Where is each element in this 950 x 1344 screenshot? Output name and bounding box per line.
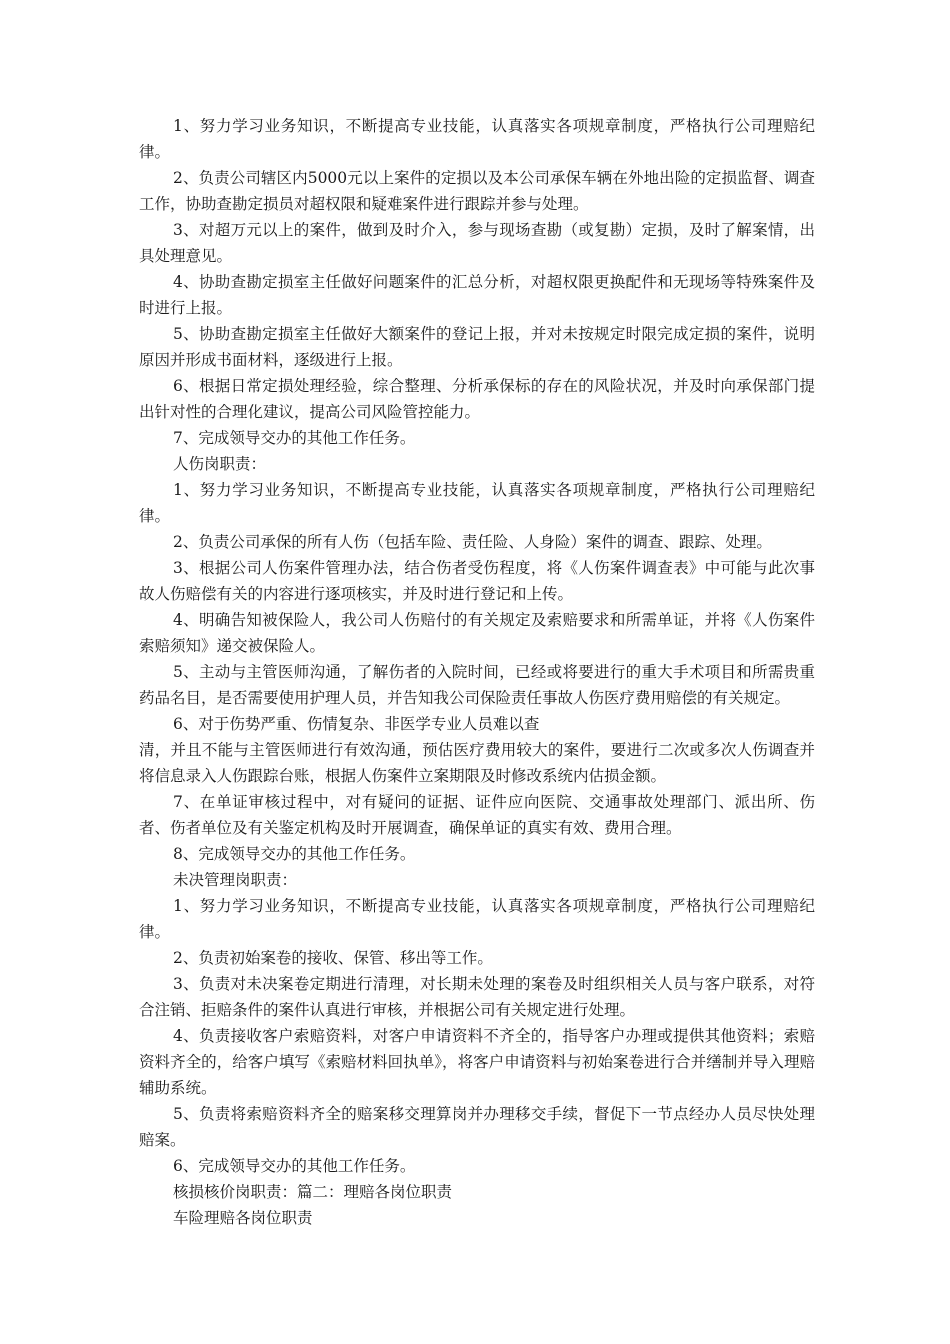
paragraph: 6、完成领导交办的其他工作任务。 <box>173 1157 416 1175</box>
paragraph: 4、负责接收客户索赔资料，对客户申请资料不齐全的，指导客户办理或提供其他资料；索赔资料齐全的，给客户填写《索赔材料回执单》，将客户申请资料与初始案卷进行合并缮制并导入理赔辅助系统。 <box>139 1027 815 1097</box>
paragraph: 7、在单证审核过程中，对有疑问的证据、证件应向医院、交通事故处理部门、派出所、伤者、伤者单位及有关鉴定机构及时开展调查，确保单证的真实有效、费用合理。 <box>139 793 815 837</box>
paragraph: 6、根据日常定损处理经验，综合整理、分析承保标的存在的风险状况，并及时向承保部门提出针对性的合理化建议，提高公司风险管控能力。 <box>139 377 815 421</box>
paragraph: 5、负责将索赔资料齐全的赔案移交理算岗并办理移交手续，督促下一节点经办人员尽快处理赔案。 <box>139 1105 815 1149</box>
paragraph: 6、对于伤势严重、伤情复杂、非医学专业人员难以查 <box>173 715 540 733</box>
section-heading: 核损核价岗职责：篇二：理赔各岗位职责 <box>173 1183 453 1201</box>
paragraph: 4、明确告知被保险人，我公司人伤赔付的有关规定及索赔要求和所需单证，并将《人伤案件索赔须知》递交被保险人。 <box>139 611 815 655</box>
document-body <box>139 113 815 1231</box>
paragraph: 5、主动与主管医师沟通，了解伤者的入院时间，已经或将要进行的重大手术项目和所需贵重药品名目，是否需要使用护理人员，并告知我公司保险责任事故人伤医疗费用赔偿的有关规定。 <box>139 663 815 707</box>
paragraph: 清，并且不能与主管医师进行有效沟通，预估医疗费用较大的案件，要进行二次或多次人伤调查并将信息录入人伤跟踪台账，根据人伤案件立案期限及时修改系统内估损金额。 <box>139 741 815 785</box>
paragraph: 8、完成领导交办的其他工作任务。 <box>173 845 416 863</box>
paragraph: 1、努力学习业务知识，不断提高专业技能，认真落实各项规章制度，严格执行公司理赔纪律。 <box>139 117 815 161</box>
section-heading: 车险理赔各岗位职责 <box>173 1209 313 1227</box>
paragraph: 2、负责公司辖区内5000元以上案件的定损以及本公司承保车辆在外地出险的定损监督、调查工作，协助查勘定损员对超权限和疑难案件进行跟踪并参与处理。 <box>139 169 815 213</box>
paragraph: 5、协助查勘定损室主任做好大额案件的登记上报，并对未按规定时限完成定损的案件，说明原因并形成书面材料，逐级进行上报。 <box>139 325 815 369</box>
paragraph: 2、负责初始案卷的接收、保管、移出等工作。 <box>173 949 493 967</box>
paragraph: 3、根据公司人伤案件管理办法，结合伤者受伤程度，将《人伤案件调查表》中可能与此次事故人伤赔偿有关的内容进行逐项核实，并及时进行登记和上传。 <box>139 559 815 603</box>
section-heading: 人伤岗职责： <box>173 455 267 473</box>
paragraph: 4、协助查勘定损室主任做好问题案件的汇总分析，对超权限更换配件和无现场等特殊案件及时进行上报。 <box>139 273 815 317</box>
paragraph: 1、努力学习业务知识，不断提高专业技能，认真落实各项规章制度，严格执行公司理赔纪律。 <box>139 897 815 941</box>
section-heading: 未决管理岗职责： <box>173 871 298 889</box>
paragraph: 3、对超万元以上的案件，做到及时介入，参与现场查勘（或复勘）定损，及时了解案情，出具处理意见。 <box>139 221 815 265</box>
paragraph: 3、负责对未决案卷定期进行清理，对长期未处理的案卷及时组织相关人员与客户联系，对符合注销、拒赔条件的案件认真进行审核，并根据公司有关规定进行处理。 <box>139 975 815 1019</box>
paragraph: 1、努力学习业务知识，不断提高专业技能，认真落实各项规章制度，严格执行公司理赔纪律。 <box>139 481 815 525</box>
paragraph: 7、完成领导交办的其他工作任务。 <box>173 429 416 447</box>
paragraph: 2、负责公司承保的所有人伤（包括车险、责任险、人身险）案件的调查、跟踪、处理。 <box>173 533 772 551</box>
